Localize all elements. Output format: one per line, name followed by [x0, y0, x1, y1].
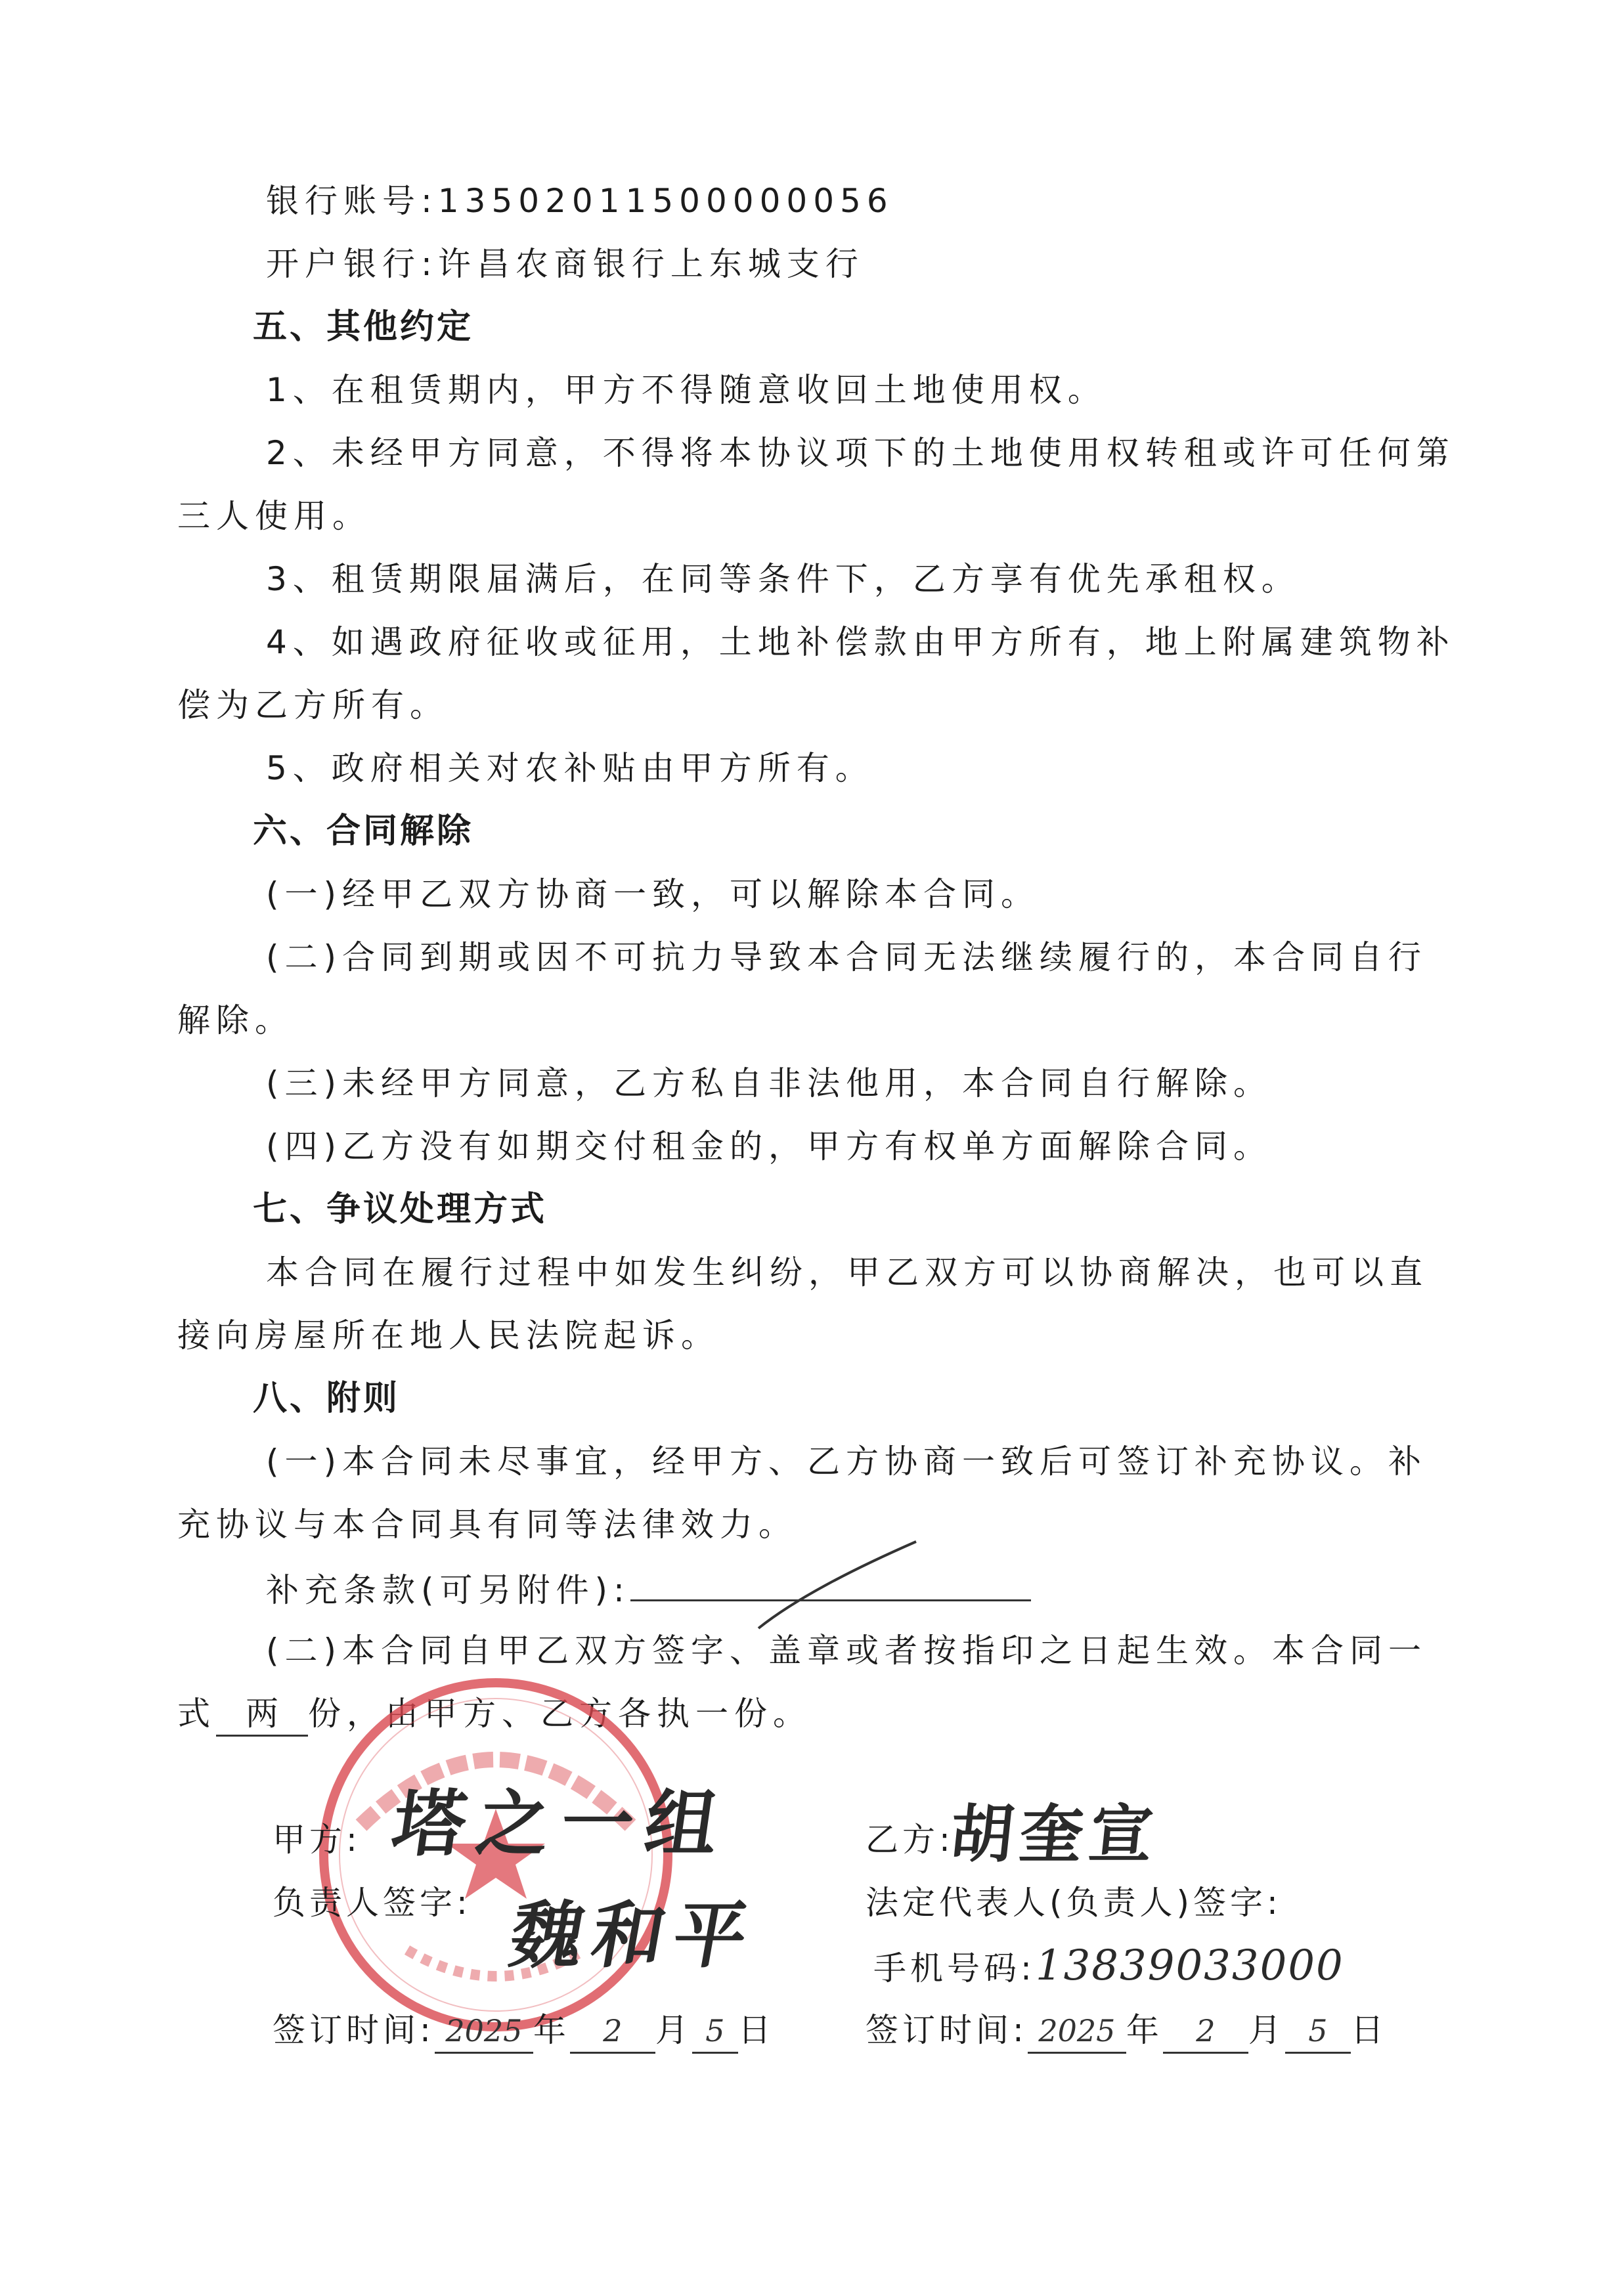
year-char-a: 年 — [533, 2011, 570, 2049]
month-b: 2 — [1163, 2010, 1248, 2054]
section-7-title: 七、争议处理方式 — [253, 1190, 548, 1229]
supplement-label: 补充条款(可另附件): — [266, 1571, 630, 1609]
party-a-label: 甲方: — [273, 1821, 361, 1859]
copies-prefix: 式 — [177, 1695, 216, 1733]
bank-branch-line: 开户银行:许昌农商银行上东城支行 — [266, 245, 864, 283]
party-a-rep-signature: 魏和平 — [504, 1894, 763, 1978]
day-char-b: 日 — [1350, 2011, 1388, 2049]
sec5-item-5: 5、政府相关对农补贴由甲方所有。 — [266, 749, 874, 787]
strike-line — [755, 1536, 919, 1635]
party-a-rep-label: 负责人签字: — [273, 1884, 472, 1922]
sec8-item-2a: (二)本合同自甲乙双方签字、盖章或者按指印之日起生效。本合同一 — [266, 1632, 1428, 1670]
sec8-item-1b: 充协议与本合同具有同等法律效力。 — [177, 1505, 797, 1544]
year-char-b: 年 — [1126, 2011, 1163, 2049]
sec5-item-4b: 偿为乙方所有。 — [177, 686, 449, 724]
year-a: 2025 — [435, 2010, 533, 2054]
sec5-item-1: 1、在租赁期内，甲方不得随意收回土地使用权。 — [266, 371, 1107, 409]
copies-suffix: 份，由甲方、乙方各执一份。 — [308, 1695, 812, 1733]
date-label-b: 签订时间: — [866, 2011, 1028, 2049]
sec6-item-3: (三)未经甲方同意，乙方私自非法他用，本合同自行解除。 — [266, 1064, 1273, 1102]
sec6-item-2a: (二)合同到期或因不可抗力导致本合同无法继续履行的，本合同自行 — [266, 938, 1428, 976]
sec7-para-a: 本合同在履行过程中如发生纠纷，甲乙双方可以协商解决，也可以直 — [266, 1253, 1428, 1291]
phone-value: 13839033000 — [1035, 1941, 1344, 1990]
copies-value: 两 — [216, 1693, 308, 1737]
sec6-item-2b: 解除。 — [177, 1001, 294, 1039]
month-a: 2 — [570, 2010, 655, 2054]
date-label-a: 签订时间: — [273, 2011, 435, 2049]
day-b: 5 — [1285, 2010, 1351, 2054]
phone-label: 手机号码: — [873, 1949, 1036, 1987]
sec5-item-2b: 三人使用。 — [177, 497, 371, 535]
phone-row — [873, 1941, 1344, 1990]
sec7-para-b: 接向房屋所在地人民法院起诉。 — [177, 1316, 720, 1354]
section-6-title: 六、合同解除 — [253, 812, 474, 851]
sec5-item-4a: 4、如遇政府征收或征用，土地补偿款由甲方所有，地上附属建筑物补 — [266, 623, 1455, 661]
month-char-a: 月 — [655, 2011, 692, 2049]
section-5-title: 五、其他约定 — [253, 307, 474, 347]
party-a-signature: 塔之一组 — [387, 1782, 735, 1866]
party-b-signature: 胡奎宣 — [946, 1798, 1164, 1871]
sec5-item-3: 3、租赁期限届满后，在同等条件下，乙方享有优先承租权。 — [266, 560, 1300, 598]
party-b-date — [866, 2009, 1388, 2054]
sec6-item-4: (四)乙方没有如期交付租金的，甲方有权单方面解除合同。 — [266, 1127, 1273, 1165]
month-char-b: 月 — [1248, 2011, 1285, 2049]
party-b-rep-label: 法定代表人(负责人)签字: — [866, 1884, 1282, 1922]
day-a: 5 — [692, 2010, 738, 2054]
party-a-date — [273, 2009, 775, 2054]
year-b: 2025 — [1028, 2010, 1126, 2054]
party-b-label: 乙方: — [866, 1821, 954, 1859]
bank-account-line: 银行账号:13502011500000056 — [266, 182, 894, 220]
sec5-item-2a: 2、未经甲方同意，不得将本协议项下的土地使用权转租或许可任何第 — [266, 434, 1455, 472]
sec6-item-1: (一)经甲乙双方协商一致，可以解除本合同。 — [266, 875, 1040, 913]
sec8-item-1a: (一)本合同未尽事宜，经甲方、乙方协商一致后可签订补充协议。补 — [266, 1442, 1428, 1481]
day-char-a: 日 — [737, 2011, 775, 2049]
section-8-title: 八、附则 — [253, 1379, 401, 1418]
